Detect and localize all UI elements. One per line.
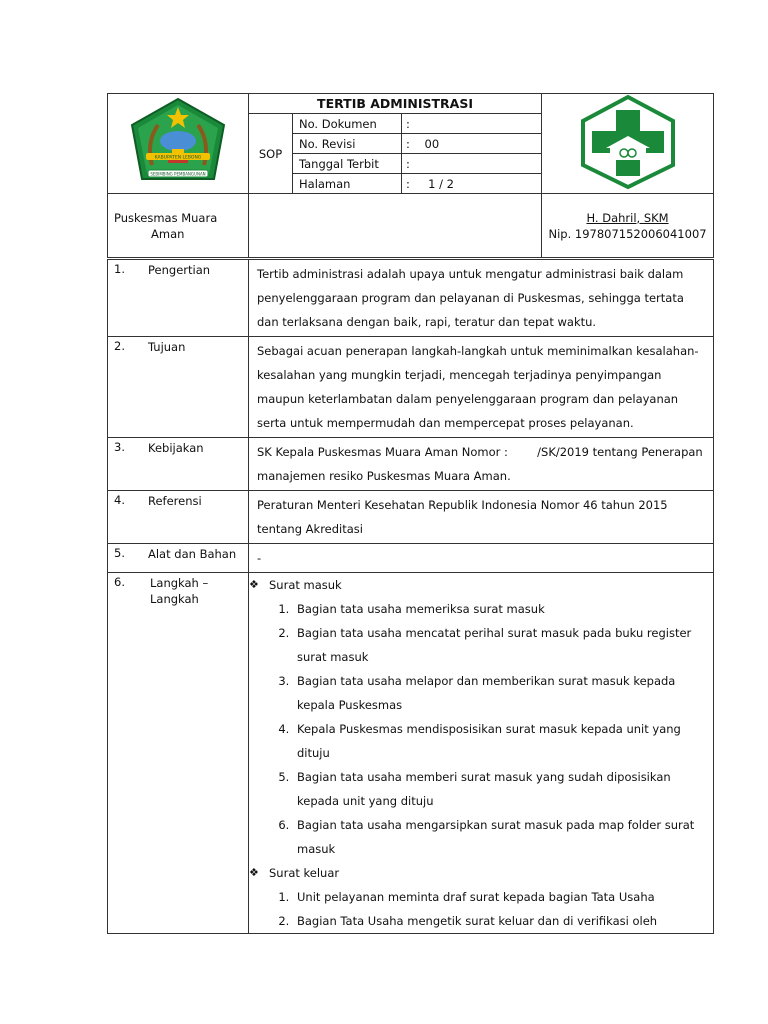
- left-logo-cell: [108, 94, 249, 194]
- section-row: [108, 491, 714, 544]
- meta-value-halaman: : 1 / 2: [402, 174, 542, 194]
- section-title: Referensi: [148, 494, 202, 508]
- steps-list-surat-masuk: [249, 597, 713, 861]
- meta-label-dokumen: No. Dokumen: [293, 114, 402, 134]
- diamond-bullet-icon: ❖: [249, 866, 259, 879]
- section-content: SK Kepala Puskesmas Muara Aman Nomor : /SK/2019 tentang Penerapan manajemen resiko Puskesmas Muara Aman.: [249, 438, 714, 491]
- section-row: [108, 544, 714, 573]
- meta-label-revisi: No. Revisi: [293, 134, 402, 154]
- list-item: 1. Bagian tata usaha memeriksa surat masuk: [293, 597, 713, 621]
- steps-list-surat-keluar: [249, 885, 713, 933]
- left-logo-motto: SEBIMBING PEMBANGUNAN: [150, 171, 206, 177]
- organization-name-line1: Puskesmas Muara: [114, 210, 218, 225]
- group-heading-text: Surat masuk: [269, 578, 342, 592]
- section-title: Pengertian: [148, 263, 211, 277]
- list-item: 5. Bagian tata usaha memberi surat masuk yang sudah diposisikan kepada unit yang dituju: [293, 765, 713, 813]
- section-content: Peraturan Menteri Kesehatan Republik Indonesia Nomor 46 tahun 2015 tentang Akreditasi: [249, 491, 714, 544]
- list-item: 6. Bagian tata usaha mengarsipkan surat masuk pada map folder surat masuk: [293, 813, 713, 861]
- steps-row: [108, 573, 714, 934]
- signatory-nip: Nip. 197807152006041007: [548, 226, 707, 241]
- section-title: Alat dan Bahan: [148, 547, 237, 561]
- section-row: [108, 337, 714, 438]
- section-number: 1.: [114, 262, 125, 276]
- group-heading-surat-keluar: [249, 861, 713, 885]
- section-content: -: [249, 544, 714, 573]
- signatory-name: H. Dahril, SKM: [586, 210, 669, 225]
- organization-name: [108, 194, 249, 258]
- section-row: [108, 438, 714, 491]
- puskesmas-cross-logo-icon: [576, 94, 680, 190]
- section-content: Sebagai acuan penerapan langkah-langkah untuk meminimalkan kesalahan-kesalahan yang mungkin terjadi, mencegah terjadinya penyimpangan maupun keterlambatan dalam penyelenggaraan program dan pelayanan serta untuk mempermudah dan mempercepat proses pelayanan.: [249, 337, 714, 438]
- section-title: Kebijakan: [148, 441, 204, 455]
- meta-value-tanggal: :: [402, 154, 542, 174]
- group-heading-surat-masuk: [249, 573, 713, 597]
- kabupaten-lebong-emblem-icon: [128, 97, 228, 187]
- document-title: TERTIB ADMINISTRASI: [249, 94, 542, 114]
- meta-value-dokumen: :: [402, 114, 542, 134]
- list-item: 4. Kepala Puskesmas mendisposisikan surat masuk kepada unit yang dituju: [293, 717, 713, 765]
- diamond-bullet-icon: ❖: [249, 578, 259, 591]
- list-item: 2. Bagian Tata Usaha mengetik surat keluar dan di verifikasi oleh: [293, 909, 713, 933]
- section-content: Tertib administrasi adalah upaya untuk mengatur administrasi baik dalam penyelenggaraan program dan pelayanan di Puskesmas, sehingga tertata dan terlaksana dengan baik, rapi, teratur dan tepat waktu.: [249, 260, 714, 337]
- section-number: 5.: [114, 546, 125, 560]
- blank-cell: [249, 194, 542, 258]
- meta-label-halaman: Halaman: [293, 174, 402, 194]
- section-title: [148, 575, 208, 607]
- section-number: 3.: [114, 440, 125, 454]
- section-title-line2: Langkah: [150, 592, 199, 606]
- list-item: 3. Bagian tata usaha melapor dan memberikan surat masuk kepada kepala Puskesmas: [293, 669, 713, 717]
- section-title: Tujuan: [148, 340, 186, 354]
- signature-block: [542, 194, 714, 258]
- section-row: [108, 260, 714, 337]
- right-logo-cell: [542, 94, 714, 194]
- section-number: 4.: [114, 493, 125, 507]
- group-heading-text: Surat keluar: [269, 866, 340, 880]
- section-number: 6.: [114, 575, 125, 589]
- sop-header-table: [107, 93, 714, 258]
- meta-value-revisi: : 00: [402, 134, 542, 154]
- sop-body-table: [107, 259, 714, 934]
- left-logo-banner: KABUPATEN LEBONG: [154, 155, 202, 161]
- list-item: 1. Unit pelayanan meminta draf surat kepada bagian Tata Usaha: [293, 885, 713, 909]
- meta-label-tanggal: Tanggal Terbit: [293, 154, 402, 174]
- sop-label: SOP: [249, 114, 293, 194]
- section-title-line1: Langkah –: [150, 576, 209, 590]
- steps-content: [249, 573, 714, 934]
- section-number: 2.: [114, 339, 125, 353]
- list-item: 2. Bagian tata usaha mencatat perihal surat masuk pada buku register surat masuk: [293, 621, 713, 669]
- organization-name-line2: Aman: [151, 226, 185, 241]
